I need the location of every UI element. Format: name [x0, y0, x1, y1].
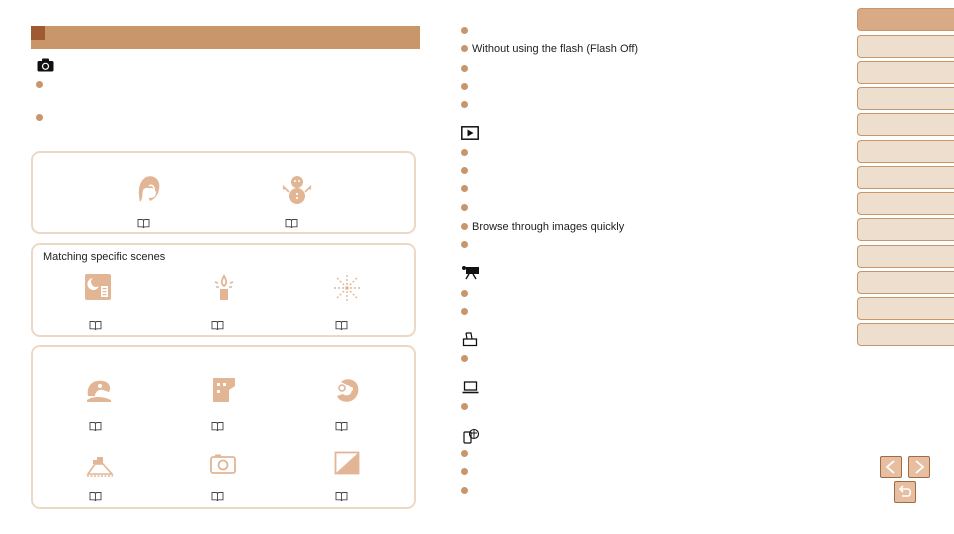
browse-images-item[interactable]: Browse through images quickly — [472, 221, 625, 233]
page-reference-icon[interactable] — [335, 491, 348, 502]
list-bullet — [461, 450, 468, 457]
list-bullet — [461, 45, 468, 52]
snow-scene-icon[interactable] — [280, 172, 314, 206]
page-reference-icon[interactable] — [211, 421, 224, 432]
section-header-bar — [31, 26, 420, 49]
page-reference-icon[interactable] — [89, 320, 102, 331]
list-bullet — [461, 290, 468, 297]
page-reference-icon[interactable] — [335, 421, 348, 432]
scene-panel-specific — [31, 243, 416, 337]
sidebar-tab-5[interactable] — [857, 113, 954, 136]
list-bullet — [461, 487, 468, 494]
scene-panel-effects — [31, 345, 416, 509]
return-button[interactable] — [894, 481, 916, 503]
page-reference-icon[interactable] — [137, 218, 150, 229]
flash-off-item[interactable]: Without using the flash (Flash Off) — [472, 43, 639, 55]
toy-camera-effect-icon[interactable] — [331, 374, 363, 406]
panel-heading: Matching specific scenes — [43, 251, 166, 263]
sidebar-tab-8[interactable] — [857, 192, 954, 215]
playback-icon — [461, 126, 479, 140]
sidebar-tab-13[interactable] — [857, 323, 954, 346]
sidebar-tab-3[interactable] — [857, 61, 954, 84]
candlelight-scene-icon[interactable] — [209, 272, 239, 302]
fish-eye-effect-icon[interactable] — [83, 374, 115, 406]
list-bullet — [461, 149, 468, 156]
camera-icon — [37, 58, 54, 72]
list-bullet — [461, 83, 468, 90]
list-bullet — [36, 81, 43, 88]
sidebar-tab-12[interactable] — [857, 297, 954, 320]
list-bullet — [461, 101, 468, 108]
sidebar-tab-6[interactable] — [857, 140, 954, 163]
arrow-right-icon — [909, 457, 929, 477]
page-reference-icon[interactable] — [335, 320, 348, 331]
list-bullet — [36, 114, 43, 121]
page-reference-icon[interactable] — [211, 320, 224, 331]
list-bullet — [461, 468, 468, 475]
list-bullet — [461, 185, 468, 192]
handheld-night-scene-icon[interactable] — [83, 272, 113, 302]
sidebar-tab-2[interactable] — [857, 35, 954, 58]
list-bullet — [461, 27, 468, 34]
sidebar-tab-4[interactable] — [857, 87, 954, 110]
page-reference-icon[interactable] — [285, 218, 298, 229]
list-bullet — [461, 167, 468, 174]
movie-icon — [461, 265, 480, 280]
list-bullet — [461, 65, 468, 72]
list-bullet — [461, 355, 468, 362]
arrow-left-icon — [881, 457, 901, 477]
computer-icon — [462, 381, 479, 394]
return-icon — [895, 482, 915, 502]
sidebar-tab-11[interactable] — [857, 271, 954, 294]
monochrome-effect-icon[interactable] — [209, 453, 237, 475]
sidebar-tab-7[interactable] — [857, 166, 954, 189]
sidebar-tab-9[interactable] — [857, 218, 954, 241]
high-contrast-effect-icon[interactable] — [334, 451, 360, 475]
sidebar-tab-1[interactable] — [857, 8, 954, 31]
page-reference-icon[interactable] — [211, 491, 224, 502]
sidebar-tab-10[interactable] — [857, 245, 954, 268]
portrait-scene-icon[interactable] — [130, 172, 164, 206]
fireworks-scene-icon[interactable] — [331, 272, 363, 304]
header-marker — [31, 26, 45, 40]
list-bullet — [461, 223, 468, 230]
scene-panel-basic — [31, 151, 416, 234]
previous-page-button[interactable] — [880, 456, 902, 478]
page-reference-icon[interactable] — [89, 491, 102, 502]
next-page-button[interactable] — [908, 456, 930, 478]
page-reference-icon[interactable] — [89, 421, 102, 432]
miniature-effect-icon[interactable] — [209, 374, 241, 406]
list-bullet — [461, 241, 468, 248]
list-bullet — [461, 308, 468, 315]
printer-icon — [462, 332, 478, 347]
soft-focus-effect-icon[interactable] — [85, 450, 115, 478]
wireless-icon — [463, 428, 479, 444]
list-bullet — [461, 403, 468, 410]
list-bullet — [461, 204, 468, 211]
